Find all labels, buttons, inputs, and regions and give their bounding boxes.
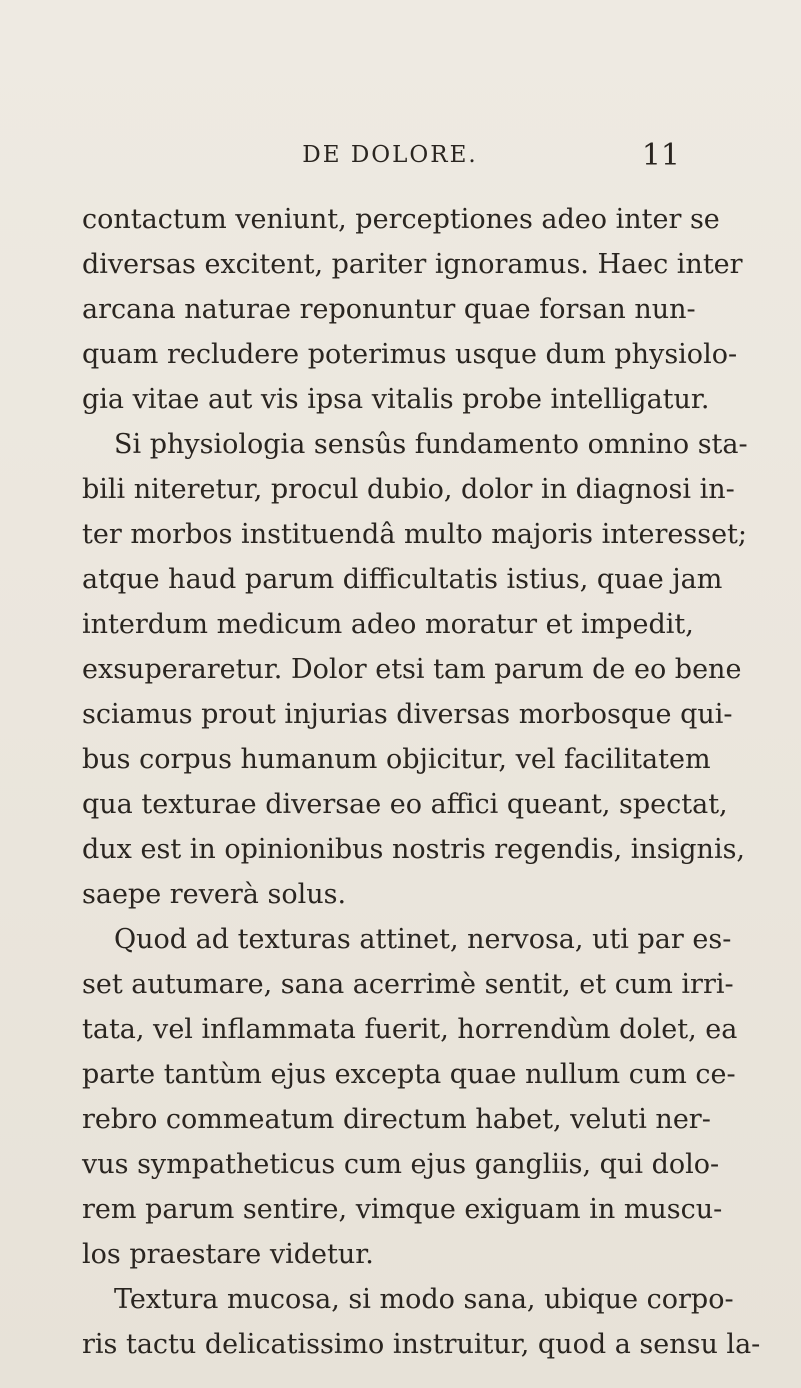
text-line: exsuperaretur. Dolor etsi tam parum de eo bene [82, 654, 742, 685]
text-line: arcana naturae reponuntur quae forsan nun- [82, 294, 696, 325]
text-line: los praestare videtur. [82, 1239, 374, 1270]
text-line: atque haud parum difficultatis istius, quae jam [82, 564, 723, 595]
text-line: bus corpus humanum objicitur, vel facilitatem [82, 744, 711, 775]
text-line: dux est in opinionibus nostris regendis, insignis, [82, 834, 746, 865]
running-title: DE DOLORE. [302, 142, 478, 168]
text-line: gia vitae aut vis ipsa vitalis probe intelligatur. [82, 384, 710, 415]
text-line: interdum medicum adeo moratur et impedit, [82, 609, 694, 640]
text-line: rem parum sentire, vimque exiguam in muscu- [82, 1194, 723, 1225]
text-line: quam recludere poterimus usque dum physiolo- [82, 339, 738, 370]
text-line: ter morbos instituendâ multo majoris interesset; [82, 519, 747, 550]
page-number: 11 [641, 138, 680, 173]
text-line: vus sympatheticus cum ejus gangliis, qui dolo- [82, 1149, 720, 1180]
text-line: tata, vel inflammata fuerit, horrendùm dolet, ea [82, 1014, 738, 1045]
body-text [82, 197, 761, 1367]
text-line: rebro commeatum directum habet, veluti ner- [82, 1104, 711, 1135]
text-line: sciamus prout injurias diversas morbosque qui- [82, 699, 733, 730]
text-line: diversas excitent, pariter ignoramus. Haec inter [82, 249, 743, 280]
text-line: set autumare, sana acerrimè sentit, et cum irri- [82, 969, 734, 1000]
text-line: saepe reverà solus. [82, 879, 347, 910]
text-line: Quod ad texturas attinet, nervosa, uti par es- [114, 924, 732, 955]
running-head [100, 138, 680, 178]
text-line: Si physiologia sensûs fundamento omnino sta- [114, 429, 748, 460]
text-line: ris tactu delicatissimo instruitur, quod a sensu la- [82, 1329, 761, 1360]
text-line: qua texturae diversae eo affici queant, spectat, [82, 789, 728, 820]
text-line: contactum veniunt, perceptiones adeo inter se [82, 204, 720, 235]
text-line: parte tantùm ejus excepta quae nullum cum ce- [82, 1059, 736, 1090]
text-line: Textura mucosa, si modo sana, ubique corpo- [114, 1284, 734, 1315]
text-line: bili niteretur, procul dubio, dolor in diagnosi in- [82, 474, 735, 505]
